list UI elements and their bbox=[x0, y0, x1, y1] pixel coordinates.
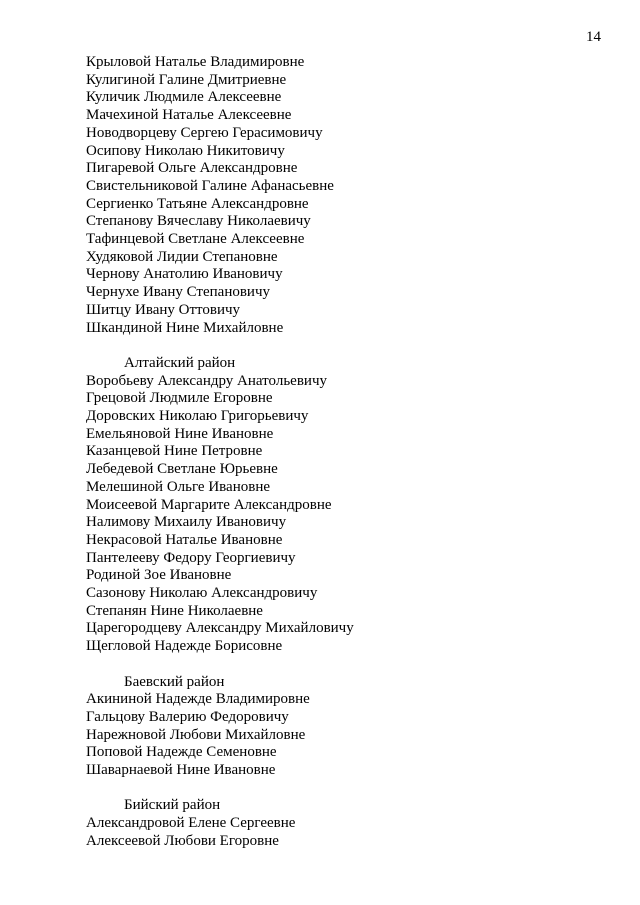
list-item: Степанян Нине Николаевне bbox=[86, 602, 263, 619]
list-item: Осипову Николаю Никитовичу bbox=[86, 142, 285, 159]
list-item: Алексеевой Любови Егоровне bbox=[86, 832, 279, 849]
document-body bbox=[86, 54, 606, 851]
list-item: Гальцову Валерию Федоровичу bbox=[86, 708, 289, 725]
list-item: Щегловой Надежде Борисовне bbox=[86, 638, 283, 655]
section-baevo bbox=[86, 674, 606, 780]
section-title: Бийский район bbox=[124, 797, 221, 814]
list-item: Чернухе Ивану Степановичу bbox=[86, 284, 271, 301]
list-item: Пигаревой Ольге Александровне bbox=[86, 160, 298, 177]
list-item: Моисеевой Маргарите Александровне bbox=[86, 496, 332, 513]
list-item: Царегородцеву Александру Михайловичу bbox=[86, 620, 354, 637]
page-number: 14 bbox=[586, 29, 601, 45]
list-item: Шкандиной Нине Михайловне bbox=[86, 319, 284, 336]
section-unnamed bbox=[86, 54, 606, 337]
list-item: Свистельниковой Галине Афанасьевне bbox=[86, 177, 334, 194]
list-item: Новодворцеву Сергею Герасимовичу bbox=[86, 124, 323, 141]
list-item: Лебедевой Светлане Юрьевне bbox=[86, 461, 278, 478]
section-biysk bbox=[86, 797, 606, 850]
list-item: Родиной Зое Ивановне bbox=[86, 567, 232, 584]
list-item: Сазонову Николаю Александровичу bbox=[86, 585, 318, 602]
list-item: Налимову Михаилу Ивановичу bbox=[86, 514, 287, 531]
list-item: Некрасовой Наталье Ивановне bbox=[86, 531, 283, 548]
list-item: Пантелееву Федору Георгиевичу bbox=[86, 549, 296, 566]
list-item: Кулигиной Галине Дмитриевне bbox=[86, 71, 287, 88]
list-item: Куличик Людмиле Алексеевне bbox=[86, 89, 282, 106]
list-item: Воробьеву Александру Анатольевичу bbox=[86, 372, 327, 389]
list-item: Шитцу Ивану Оттовичу bbox=[86, 301, 241, 318]
list-item: Нарежновой Любови Михайловне bbox=[86, 726, 306, 743]
list-item: Поповой Надежде Семеновне bbox=[86, 744, 277, 761]
list-item: Мачехиной Наталье Алексеевне bbox=[86, 107, 292, 124]
list-item: Александровой Елене Сергеевне bbox=[86, 815, 296, 832]
section-altai bbox=[86, 355, 606, 656]
list-item: Крыловой Наталье Владимировне bbox=[86, 54, 305, 70]
section-title: Алтайский район bbox=[124, 354, 236, 371]
list-item: Сергиенко Татьяне Александровне bbox=[86, 195, 309, 212]
list-item: Чернову Анатолию Ивановичу bbox=[86, 266, 283, 283]
list-item: Акининой Надежде Владимировне bbox=[86, 691, 310, 708]
list-item: Степанову Вячеславу Николаевичу bbox=[86, 213, 311, 230]
section-title: Баевский район bbox=[124, 673, 225, 690]
list-item: Мелешиной Ольге Ивановне bbox=[86, 478, 271, 495]
list-item: Емельяновой Нине Ивановне bbox=[86, 425, 274, 442]
list-item: Грецовой Людмиле Егоровне bbox=[86, 390, 273, 407]
list-item: Худяковой Лидии Степановне bbox=[86, 248, 278, 265]
list-item: Казанцевой Нине Петровне bbox=[86, 443, 263, 460]
list-item: Тафинцевой Светлане Алексеевне bbox=[86, 231, 305, 248]
list-item: Шаварнаевой Нине Ивановне bbox=[86, 762, 276, 779]
list-item: Доровских Николаю Григорьевичу bbox=[86, 408, 309, 425]
